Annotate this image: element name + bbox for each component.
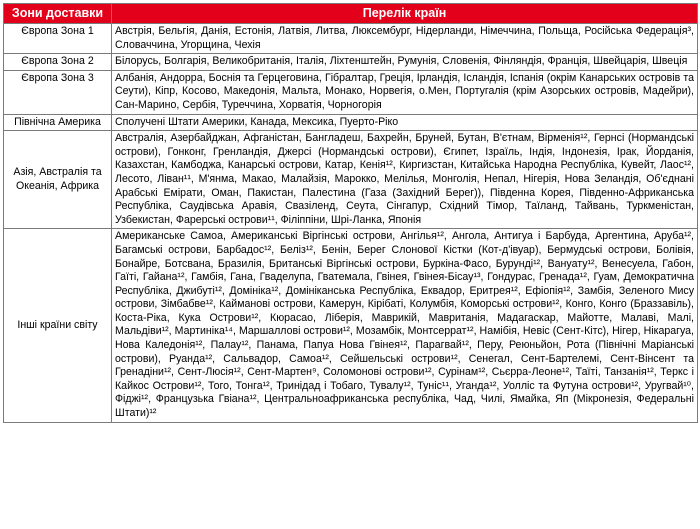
countries-cell: Білорусь, Болгарія, Великобританія, Італія, Ліхтенштейн, Румунія, Словенія, Фінляндія, Франція, Швейцарія, Швеція [112,54,698,71]
zones-column-header: Зони доставки [4,4,112,24]
table-row [4,229,698,422]
zone-cell: Європа Зона 3 [4,70,112,114]
table-row [4,70,698,114]
countries-cell: Австрія, Бельгія, Данія, Естонія, Латвія, Литва, Люксембург, Нідерланди, Німеччина, Польща, Російська Федерація³, Словаччина, Угорщина, Чехія [112,24,698,54]
countries-cell: Австралія, Азербайджан, Афганістан, Бангладеш, Бахрейн, Бруней, Бутан, В'єтнам, Вірменія¹², Гернсі (Нормандські острови), Гонконг, Гренландія, Джерсі (Нормандські острови), Єгипет, Ізраїль, Індія, Індонезія, Ірак, Йорданія, Казахстан, Камбоджа, Канарські острови, Катар, Кенія¹², Киргизстан, Китайська Народна Республіка, Кувейт, Лаос¹², Лесото, Ліван¹¹, М'янма, Макао, Малайзія, Марокко, Мелілья, Монголія, Непал, Нігерія, Нова Зеландія, Об'єднані Арабські Емірати, Оман, Пакистан, Палестина (Газа (Західний Берег)), Південна Корея, Південно-Африканська Республіка, Саудівська Аравія, Свазіленд, Сеута, Сінгапур, Східний Тімор, Таїланд, Тайвань, Туркменістан, Узбекистан, Фарерські острови¹¹, Філіппіни, Шрі-Ланка, Японія [112,131,698,229]
countries-cell: Албанія, Андорра, Боснія та Герцеговина, Гібралтар, Греція, Ірландія, Ісландія, Іспанія (окрім Канарських островів та Сеути), Кіпр, Косово, Македонія, Мальта, Монако, Норвегія, о.Мен, Португалія (крім Азорських островів, Мадейри), Сан-Марино, Сербія, Туреччина, Хорватія, Чорногорія [112,70,698,114]
countries-cell: Американське Самоа, Американські Віргінські острови, Ангілья¹², Ангола, Антигуа і Барбуда, Аргентина, Аруба¹², Багамські острови, Барбадос¹², Беліз¹², Бенін, Берег Слонової Кістки (Кот-д'івуар), Бермудські острови, Болівія, Бонайре, Ботсвана, Бразилія, Британські Віргінські острови, Буркіна-Фасо, Бурунді¹², Вануату¹², Венесуела, Габон, Гаїті, Гайана¹², Гамбія, Гана, Гваделупа, Гватемала, Гвінея, Гвінея-Бісау¹³, Гондурас, Гренада¹², Гуам, Демократична Республіка, Джибуті¹², Домініка¹², Домініканська Республіка, Еквадор, Еритрея¹², Ефіопія¹², Замбія, Зеленого Мису острови, Зімбабве¹², Кайманові острови, Камерун, Кірібаті, Колумбія, Коморські острови¹², Конго, Конго (Браззавіль), Коста-Ріка, Кука Острови¹², Кюрасао, Ліберія, Маврикій, Мавританія, Мадагаскар, Майотте, Малаві, Малі, Мальдіви¹², Мартиніка¹⁴, Маршаллові острови¹², Мозамбік, Монтсеррат¹², Намібія, Невіс (Сент-Кітс), Нігер, Нікарагуа, Нова Каледонія¹², Палау¹², Панама, Папуа Нова Гвінея¹², Парагвай¹², Перу, Реюньйон, Рота (Північні Маріанські острови), Руанда¹², Сальвадор, Самоа¹², Сейшельські острови¹², Сенегал, Сент-Бартелемі, Сент-Вінсент та Гренадіни¹², Сент-Люсія¹², Сент-Мартен⁹, Соломонові острови¹², Сурінам¹², Сьєрра-Леоне¹², Таїті, Танзанія¹², Теркс і Кайкос Острови¹², Того, Тонга¹², Тринідад і Тобаго, Тувалу¹², Туніс¹¹, Уганда¹², Уолліс та Футуна острови¹², Уругвай¹⁰, Фіджі¹², Французька Гвіана¹², Центральноафриканська республіка, Чад, Чилі, Ямайка, Яп (Мікронезія, Федеральні Штати)¹² [112,229,698,422]
table-header-row [4,4,698,24]
delivery-zones-table [3,3,698,423]
table-row [4,24,698,54]
countries-cell: Сполучені Штати Америки, Канада, Мексика, Пуерто-Ріко [112,114,698,131]
table-row [4,114,698,131]
zone-cell: Азія, Австралія та Океанія, Африка [4,131,112,229]
zone-cell: Інші країни світу [4,229,112,422]
countries-column-header: Перелік країн [112,4,698,24]
table-row [4,54,698,71]
zone-cell: Європа Зона 2 [4,54,112,71]
zone-cell: Європа Зона 1 [4,24,112,54]
table-row [4,131,698,229]
zone-cell: Північна Америка [4,114,112,131]
